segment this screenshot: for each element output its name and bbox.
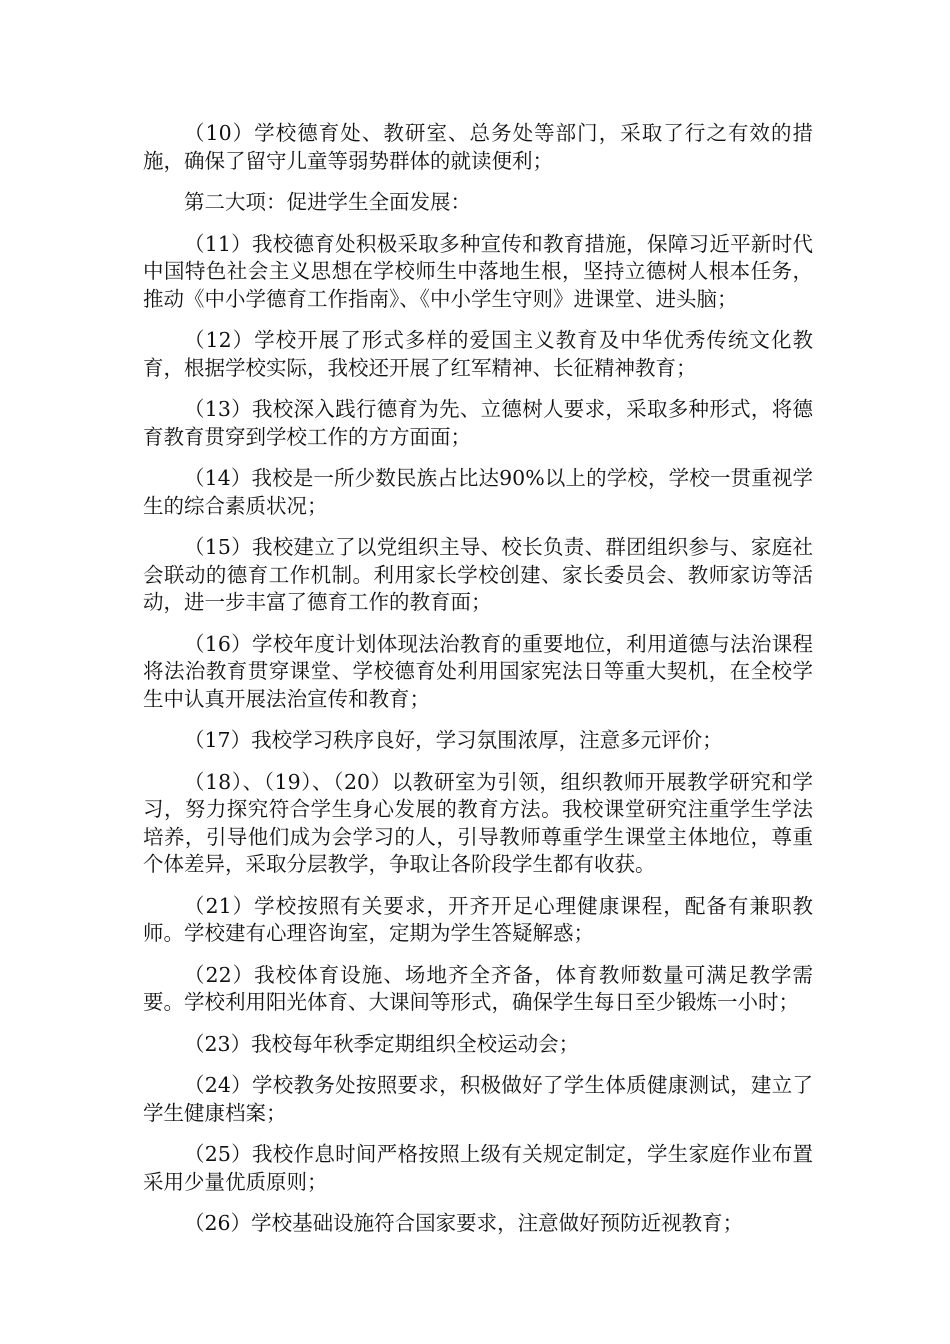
paragraph-item-16: （16）学校年度计划体现法治教育的重要地位，利用道德与法治课程将法治教育贯穿课堂、学校德育处利用国家宪法日等重大契机，在全校学生中认真开展法治宣传和教育； bbox=[143, 631, 813, 711]
paragraph-item-26: （26）学校基础设施符合国家要求，注意做好预防近视教育； bbox=[184, 1211, 744, 1235]
paragraph-item-25: （25）我校作息时间严格按照上级有关规定制定，学生家庭作业布置采用少量优质原则； bbox=[143, 1142, 813, 1194]
paragraph-item-24: （24）学校教务处按照要求，积极做好了学生体质健康测试，建立了学生健康档案； bbox=[143, 1073, 813, 1125]
paragraph-item-10: （10）学校德育处、教研室、总务处等部门，采取了行之有效的措施，确保了留守儿童等弱势群体的就读便利； bbox=[143, 121, 813, 173]
paragraph-item-11: （11）我校德育处积极采取多种宣传和教育措施，保障习近平新时代中国特色社会主义思想在学校师生中落地生根，坚持立德树人根本任务，推动《中小学德育工作指南》、《中小学生守则》进课堂、进头脑； bbox=[143, 231, 813, 311]
paragraph-item-12: （12）学校开展了形式多样的爱国主义教育及中华优秀传统文化教育，根据学校实际，我校还开展了红军精神、长征精神教育； bbox=[143, 328, 813, 380]
section-heading-2: 第二大项：促进学生全面发展： bbox=[184, 190, 471, 214]
paragraph-item-22: （22）我校体育设施、场地齐全齐备，体育教师数量可满足教学需要。学校利用阳光体育、大课间等形式，确保学生每日至少锻炼一小时； bbox=[143, 962, 813, 1014]
paragraph-item-23: （23）我校每年秋季定期组织全校运动会； bbox=[184, 1031, 580, 1056]
paragraph-item-14: （14）我校是一所少数民族占比达90%以上的学校，学校一贯重视学生的综合素质状况； bbox=[143, 466, 813, 518]
paragraph-item-17: （17）我校学习秩序良好，学习氛围浓厚，注意多元评价； bbox=[184, 728, 723, 752]
paragraph-item-13: （13）我校深入践行德育为先、立德树人要求，采取多种形式，将德育教育贯穿到学校工作的方方面面； bbox=[143, 397, 813, 449]
paragraph-item-15: （15）我校建立了以党组织主导、校长负责、群团组织参与、家庭社会联动的德育工作机制。利用家长学校创建、家长委员会、教师家访等活动，进一步丰富了德育工作的教育面； bbox=[143, 535, 813, 614]
document-page bbox=[143, 120, 813, 1252]
paragraph-item-18-20: （18）、（19）、（20）以教研室为引领，组织教师开展教学研究和学习，努力探究符合学生身心发展的教育方法。我校课堂研究注重学生学法培养，引导他们成为会学习的人，引导教师尊重学生课堂主体地位，尊重个体差异，采取分层教学，争取让各阶段学生都有收获。 bbox=[143, 769, 813, 876]
paragraph-item-21: （21）学校按照有关要求，开齐开足心理健康课程，配备有兼职教师。学校建有心理咨询室，定期为学生答疑解惑； bbox=[143, 893, 813, 945]
